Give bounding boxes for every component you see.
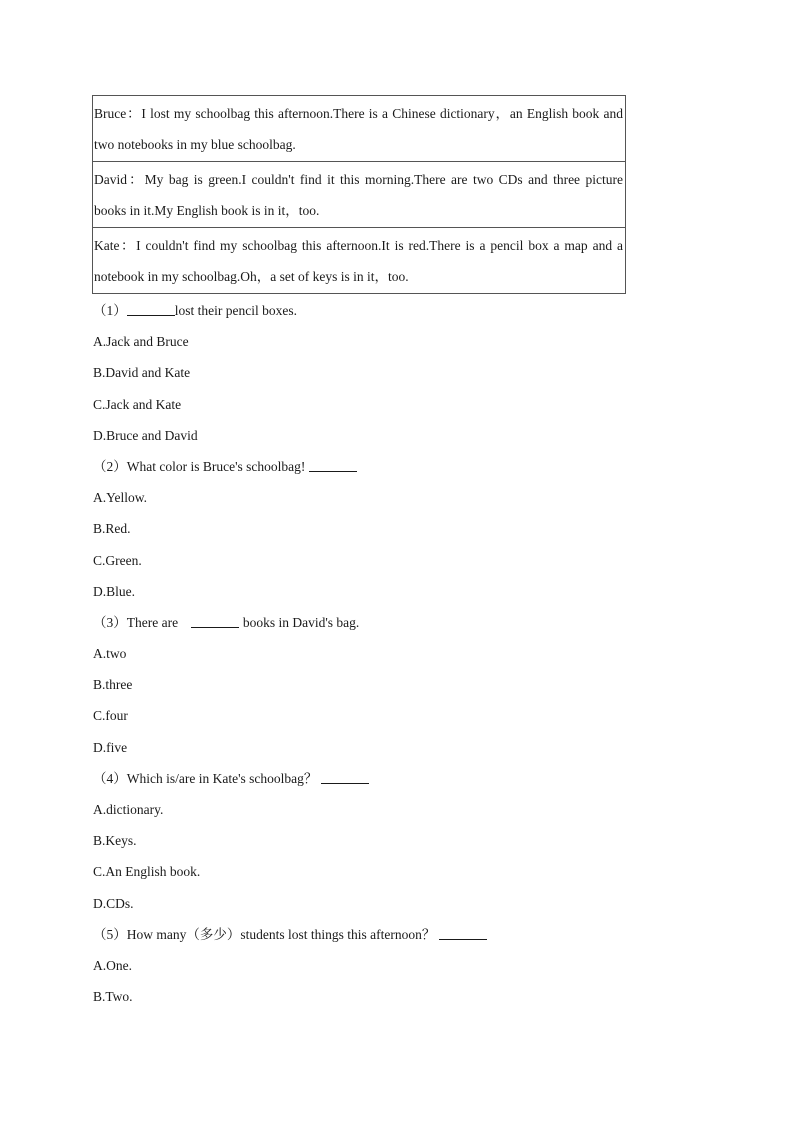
lost-notices-table	[92, 95, 626, 294]
notice-speaker: David：	[94, 171, 145, 187]
question-number: （1）	[93, 303, 127, 318]
question-text-before: How many（多少）students lost things this afternoon？	[126, 926, 439, 942]
answer-option[interactable]: A.dictionary.	[93, 802, 164, 817]
question-stem	[93, 607, 653, 638]
answer-blank[interactable]	[309, 457, 357, 472]
answer-option[interactable]: C.Green.	[93, 552, 142, 568]
question-text-after: books in David's bag.	[239, 614, 360, 630]
notice-cell	[93, 96, 626, 162]
notice-speaker: Bruce：	[94, 105, 142, 121]
question-number: （4）	[93, 770, 127, 786]
answer-option[interactable]: A.two	[93, 646, 127, 662]
question-number: （5）	[93, 926, 127, 942]
answer-option[interactable]: B.Red.	[93, 521, 131, 537]
question-text-after: lost their pencil boxes.	[174, 303, 297, 318]
notice-text: I lost my schoolbag this afternoon.There is a Chinese dictionary，an English book and two notebooks in my blue schoolbag.	[94, 105, 623, 152]
answer-blank[interactable]	[321, 769, 369, 784]
answer-option[interactable]: A.Yellow.	[93, 490, 148, 506]
answer-option[interactable]: C.four	[93, 708, 128, 724]
answer-blank[interactable]	[191, 613, 239, 628]
notice-row	[93, 162, 626, 228]
question-text-before: There are	[126, 614, 182, 630]
answer-option[interactable]: B.three	[93, 677, 133, 693]
answer-option[interactable]: B.Keys.	[93, 833, 137, 849]
answer-option[interactable]: D.Bruce and David	[93, 427, 198, 443]
answer-option[interactable]: D.CDs.	[93, 895, 134, 911]
notice-text: I couldn't find my schoolbag this afternoon.It is red.There is a pencil box a map and a notebook in my schoolbag.Oh，a set of keys is in it，too.	[94, 237, 623, 284]
answer-option[interactable]: B.Two.	[93, 989, 133, 1005]
answer-option[interactable]: C.An English book.	[93, 864, 201, 880]
answer-option[interactable]: A.One.	[93, 957, 132, 973]
question-text-before: What color is Bruce's schoolbag!	[126, 458, 309, 474]
answer-option[interactable]: C.Jack and Kate	[93, 396, 182, 412]
answer-option[interactable]: B.David and Kate	[93, 365, 191, 381]
answer-blank[interactable]	[127, 301, 175, 316]
answer-option[interactable]: D.five	[93, 739, 128, 755]
question-stem	[93, 451, 653, 482]
answer-blank[interactable]	[439, 925, 487, 940]
answer-option[interactable]: D.Blue.	[93, 583, 135, 599]
notice-cell	[93, 162, 626, 228]
notice-row	[93, 96, 626, 162]
question-stem	[93, 919, 653, 950]
question-list	[93, 295, 653, 1012]
answer-option[interactable]: A.Jack and Bruce	[93, 334, 189, 350]
question-stem	[93, 763, 653, 794]
notice-text: My bag is green.I couldn't find it this morning.There are two CDs and three picture books in it.My English book is in it，too.	[94, 171, 623, 218]
question-text-before: Which is/are in Kate's schoolbag？	[126, 770, 321, 786]
question-stem	[93, 295, 653, 326]
notice-row	[93, 228, 626, 294]
question-number: （3）	[93, 614, 127, 630]
question-number: （2）	[93, 458, 127, 474]
notice-cell	[93, 228, 626, 294]
notice-speaker: Kate：	[94, 237, 137, 253]
